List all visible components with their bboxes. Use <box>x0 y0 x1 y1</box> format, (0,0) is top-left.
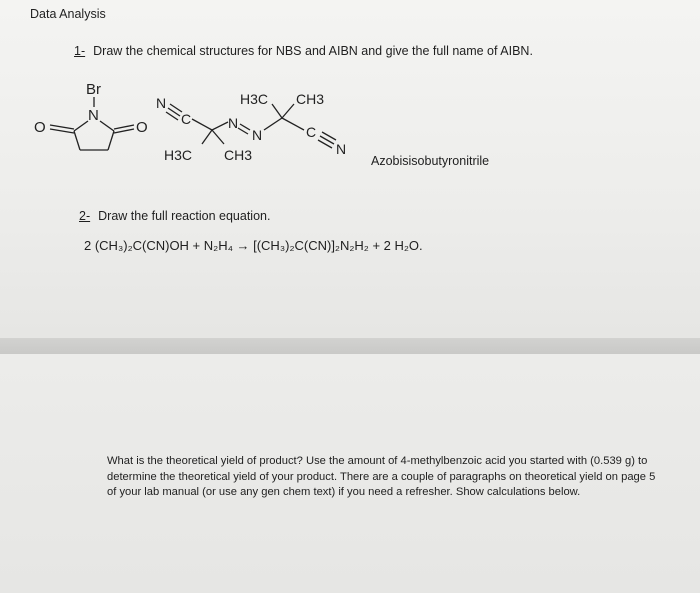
atom-o-left: O <box>34 119 46 136</box>
question-2-number: 2- <box>79 209 91 223</box>
question-1-number: 1- <box>74 44 86 58</box>
atom-azo-n2: N <box>252 127 263 143</box>
atom-azo-n1: N <box>228 115 239 131</box>
n-c-bond <box>264 118 282 130</box>
c-n-bond <box>212 122 228 130</box>
label-h3c-top: H3C <box>240 91 269 107</box>
c-ch3-bond <box>272 104 282 118</box>
question-2-text: Draw the full reaction equation. <box>98 209 271 223</box>
c-ch3-bond <box>212 130 224 144</box>
carbonyl-bond-left <box>50 129 74 133</box>
aibn-full-name: Azobisisobutyronitrile <box>371 154 490 168</box>
reaction-equation: 2 (CH₃)₂C(CN)OH + N₂H₄ → [(CH₃)₂C(CN)]₂N₂H₂ + 2 H₂O. <box>84 238 423 253</box>
atom-c-left-nitrile: C <box>181 111 192 127</box>
chemical-structures-drawing <box>28 74 388 172</box>
page-divider <box>0 338 700 354</box>
carbonyl-bond-left <box>50 125 74 129</box>
question-1 <box>74 44 533 58</box>
ring-bond <box>108 131 114 150</box>
question-1-text: Draw the chemical structures for NBS and AIBN and give the full name of AIBN. <box>93 44 533 58</box>
c-ch3-bond <box>202 130 212 144</box>
question-2 <box>79 209 270 223</box>
theoretical-yield-question: What is the theoretical yield of product? Use the amount of 4-methylbenzoic acid you started with (0.539 g) to determine the theoretical yield of your product. There are a couple of paragraphs on theoretical yield on page 5 of your lab manual (or use any gen chem text) if you need a refresher. Show calculations below. <box>107 455 656 499</box>
atom-n-right-nitrile: N <box>336 141 347 157</box>
atom-br: Br <box>86 81 101 98</box>
c-cn-bond <box>282 118 304 130</box>
atom-n: N <box>88 107 99 124</box>
label-ch3-top: CH3 <box>296 91 325 107</box>
section-title: Data Analysis <box>30 7 106 21</box>
azo-bond <box>238 128 248 134</box>
azo-bond <box>240 124 250 130</box>
atom-n-left-nitrile: N <box>156 95 167 111</box>
label-h3c-bottom: H3C <box>164 147 193 163</box>
ring-bond <box>74 121 88 131</box>
atom-o-right: O <box>136 119 148 136</box>
label-ch3-bottom: CH3 <box>224 147 253 163</box>
ring-bond <box>74 131 80 150</box>
carbonyl-bond-right <box>114 129 134 133</box>
c-ch3-bond <box>282 104 294 118</box>
ring-bond <box>100 121 114 131</box>
c-cn-bond <box>192 119 212 130</box>
carbonyl-bond-right <box>114 125 134 129</box>
atom-c-right-nitrile: C <box>306 124 317 140</box>
